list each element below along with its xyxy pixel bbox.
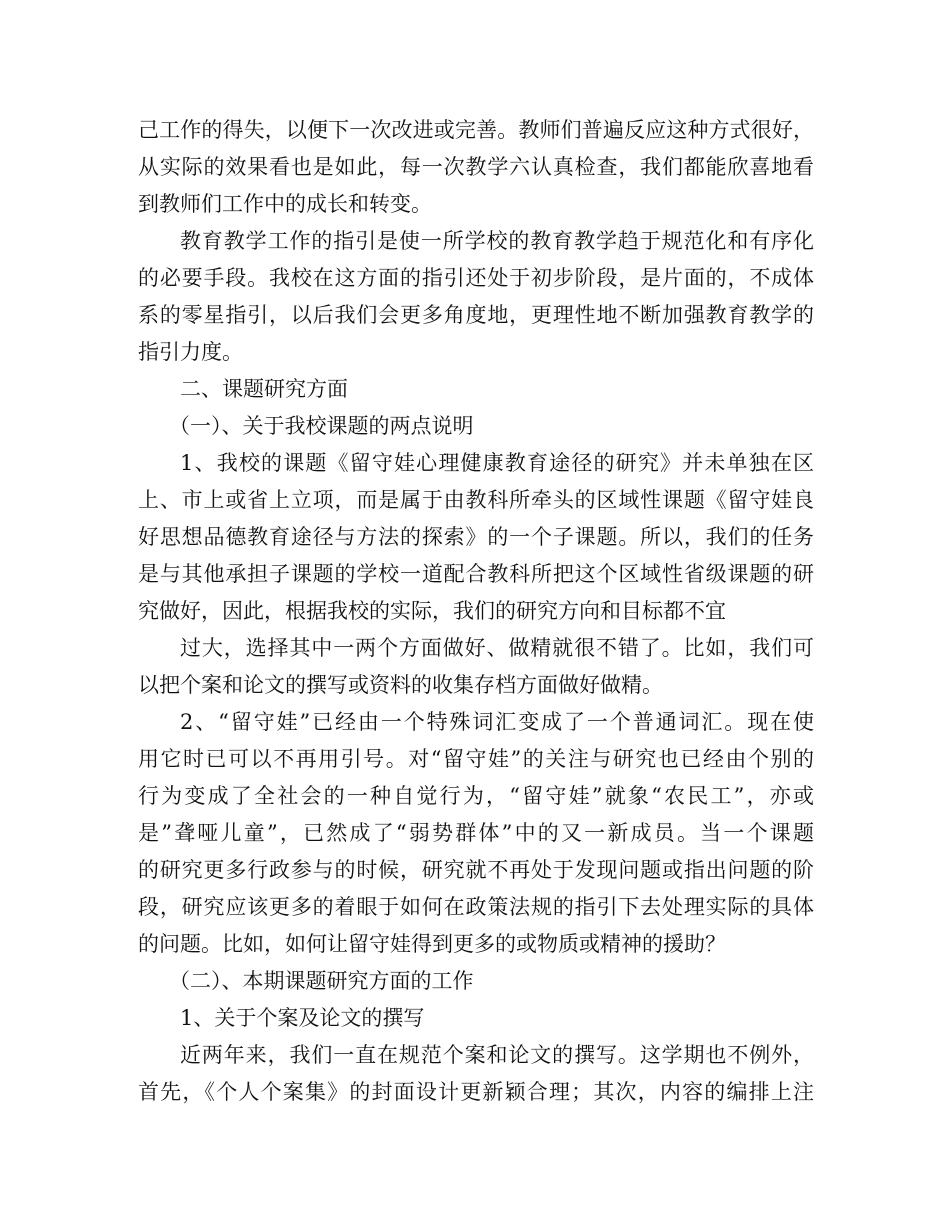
paragraph-start-line: 教育教学工作的指引是使一所学校的教育教学趋于规范化和有序化 (180, 229, 814, 253)
document-body (138, 112, 814, 1111)
text-line: 是”聋哑儿童”，已然成了“弱势群体”中的又一新成员。当一个课题 (138, 821, 814, 845)
paragraph-start-line: 1、我校的课题《留守娃心理健康教育途径的研究》并未单独在区 (180, 451, 814, 475)
numbered-heading: 1、关于个案及论文的撰写 (180, 1006, 425, 1030)
subsection-heading: （二）、本期课题研究方面的工作 (169, 969, 474, 993)
paragraph-start-line: 近两年来，我们一直在规范个案和论文的撰写。这学期也不例外， (180, 1043, 814, 1067)
paragraph-start-line: 过大，选择其中一两个方面做好、做精就很不错了。比如，我们可 (180, 636, 814, 660)
text-line: 的研究更多行政参与的时候，研究就不再处于发现问题或指出问题的阶 (138, 858, 814, 882)
text-line: 系的零星指引，以后我们会更多角度地，更理性地不断加强教育教学的 (138, 303, 814, 327)
text-line: 的问题。比如，如何让留守娃得到更多的或物质或精神的援助？ (138, 932, 726, 956)
text-line: 指引力度。 (138, 340, 243, 364)
text-line: 以把个案和论文的撰写或资料的收集存档方面做好做精。 (138, 673, 663, 697)
text-line: 到教师们工作中的成长和转变。 (138, 192, 432, 216)
text-line: 己工作的得失，以便下一次改进或完善。教师们普遍反应这种方式很好， (138, 118, 814, 142)
text-line: 段，研究应该更多的着眼于如何在政策法规的指引下去处理实际的具体 (138, 895, 814, 919)
text-line: 从实际的效果看也是如此，每一次教学六认真检查，我们都能欣喜地看 (138, 155, 814, 179)
paragraph-start-line: 2、“留守娃”已经由一个特殊词汇变成了一个普通词汇。现在使 (180, 710, 814, 734)
text-line: 究做好，因此，根据我校的实际，我们的研究方向和目标都不宜 (138, 599, 726, 623)
text-line: 的必要手段。我校在这方面的指引还处于初步阶段，是片面的，不成体 (138, 266, 814, 290)
subsection-heading: （一）、关于我校课题的两点说明 (169, 414, 474, 438)
text-line: 好思想品德教育途径与方法的探索》的一个子课题。所以，我们的任务 (138, 525, 814, 549)
section-heading: 二、课题研究方面 (180, 377, 348, 401)
text-line: 是与其他承担子课题的学校一道配合教科所把这个区域性省级课题的研 (138, 562, 814, 586)
text-line: 上、市上或省上立项，而是属于由教科所牵头的区域性课题《留守娃良 (138, 488, 814, 512)
text-line: 用它时已可以不再用引号。对“留守娃”的关注与研究也已经由个别的 (138, 747, 814, 771)
text-line: 首先，《个人个案集》的封面设计更新颖合理；其次，内容的编排上注 (138, 1080, 814, 1104)
text-line: 行为变成了全社会的一种自觉行为，“留守娃”就象“农民工”，亦或 (138, 784, 814, 808)
